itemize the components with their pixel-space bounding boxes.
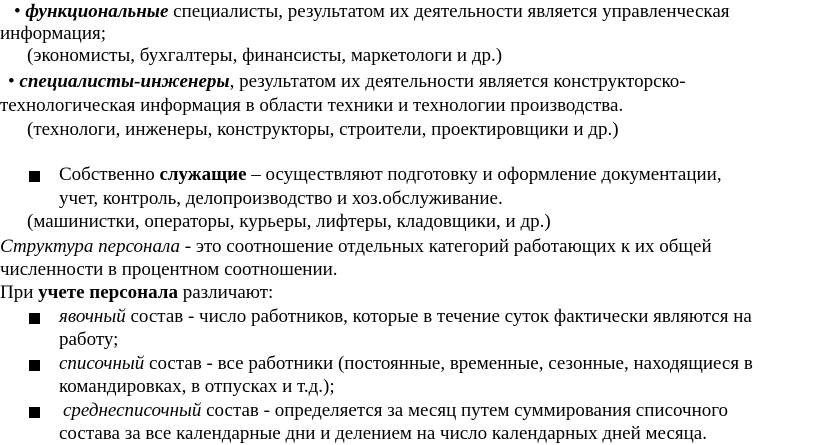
text-employees-desc: – осуществляют подготовку и оформление документации, — [246, 164, 722, 185]
term-engineers: специалисты-инженеры — [19, 71, 230, 92]
term-payroll: списочный — [59, 353, 145, 374]
square-bullet-icon — [29, 360, 40, 371]
bullet-dot: • — [14, 1, 21, 22]
term-attendance: явочный — [59, 306, 126, 327]
bullet-dot: • — [8, 71, 15, 92]
list-item-attendance — [59, 306, 752, 328]
text-line: технологическая информация в области техники и технологии производства. — [0, 95, 624, 116]
list-line-employees — [59, 164, 722, 186]
text-accounting-rest: различают: — [177, 282, 274, 303]
text-accounting-pre: При — [0, 282, 39, 303]
term-employees: служащие — [159, 164, 247, 185]
list-item-average-payroll — [63, 400, 728, 422]
text-line: учет, контроль, делопроизводство и хоз.обслуживание. — [59, 188, 503, 209]
term-structure: Структура персонала — [0, 236, 180, 257]
text-line: работу; — [59, 329, 119, 350]
text-employees-pre: Собственно — [59, 164, 160, 185]
text-attendance-desc: состав - число работников, которые в течение суток фактически являются на — [125, 306, 752, 327]
structure-definition — [0, 236, 712, 258]
text-structure-desc: - это соотношение отдельных категорий работающих к их общей — [180, 236, 712, 257]
examples-functional: (экономисты, бухгалтеры, финансисты, маркетологи и др.) — [27, 45, 503, 66]
text-engineers-desc: , результатом их деятельности является конструкторско- — [229, 71, 686, 92]
accounting-intro — [0, 282, 273, 304]
examples-engineers: (технологи, инженеры, конструкторы, строители, проектировщики и др.) — [27, 119, 619, 140]
text-payroll-desc: состав - все работники (постоянные, временные, сезонные, находящиеся в — [144, 353, 753, 374]
bullet-line-functional — [14, 1, 730, 23]
term-functional: функциональные — [25, 1, 169, 22]
text-line: информация; — [0, 23, 107, 44]
term-average-payroll: среднесписочный — [63, 400, 202, 421]
examples-employees: (машинистки, операторы, курьеры, лифтеры, кладовщики, и др.) — [27, 211, 551, 232]
text-functional-desc: специалисты, результатом их деятельности является управленческая — [168, 1, 730, 22]
bullet-line-engineers — [8, 71, 686, 93]
list-item-payroll — [59, 353, 753, 375]
square-bullet-icon — [29, 313, 40, 324]
text-line: командировках, в отпусках и т.д.); — [59, 376, 335, 397]
square-bullet-icon — [29, 407, 40, 418]
square-bullet-icon — [29, 171, 40, 182]
text-average-payroll-desc: состав - определяется за месяц путем суммирования списочного — [201, 400, 729, 421]
text-line: состава за все календарные дни и делением на число календарных дней месяца. — [59, 423, 707, 444]
text-line: численности в процентном соотношении. — [0, 259, 338, 280]
term-accounting: учете персонала — [38, 282, 178, 303]
